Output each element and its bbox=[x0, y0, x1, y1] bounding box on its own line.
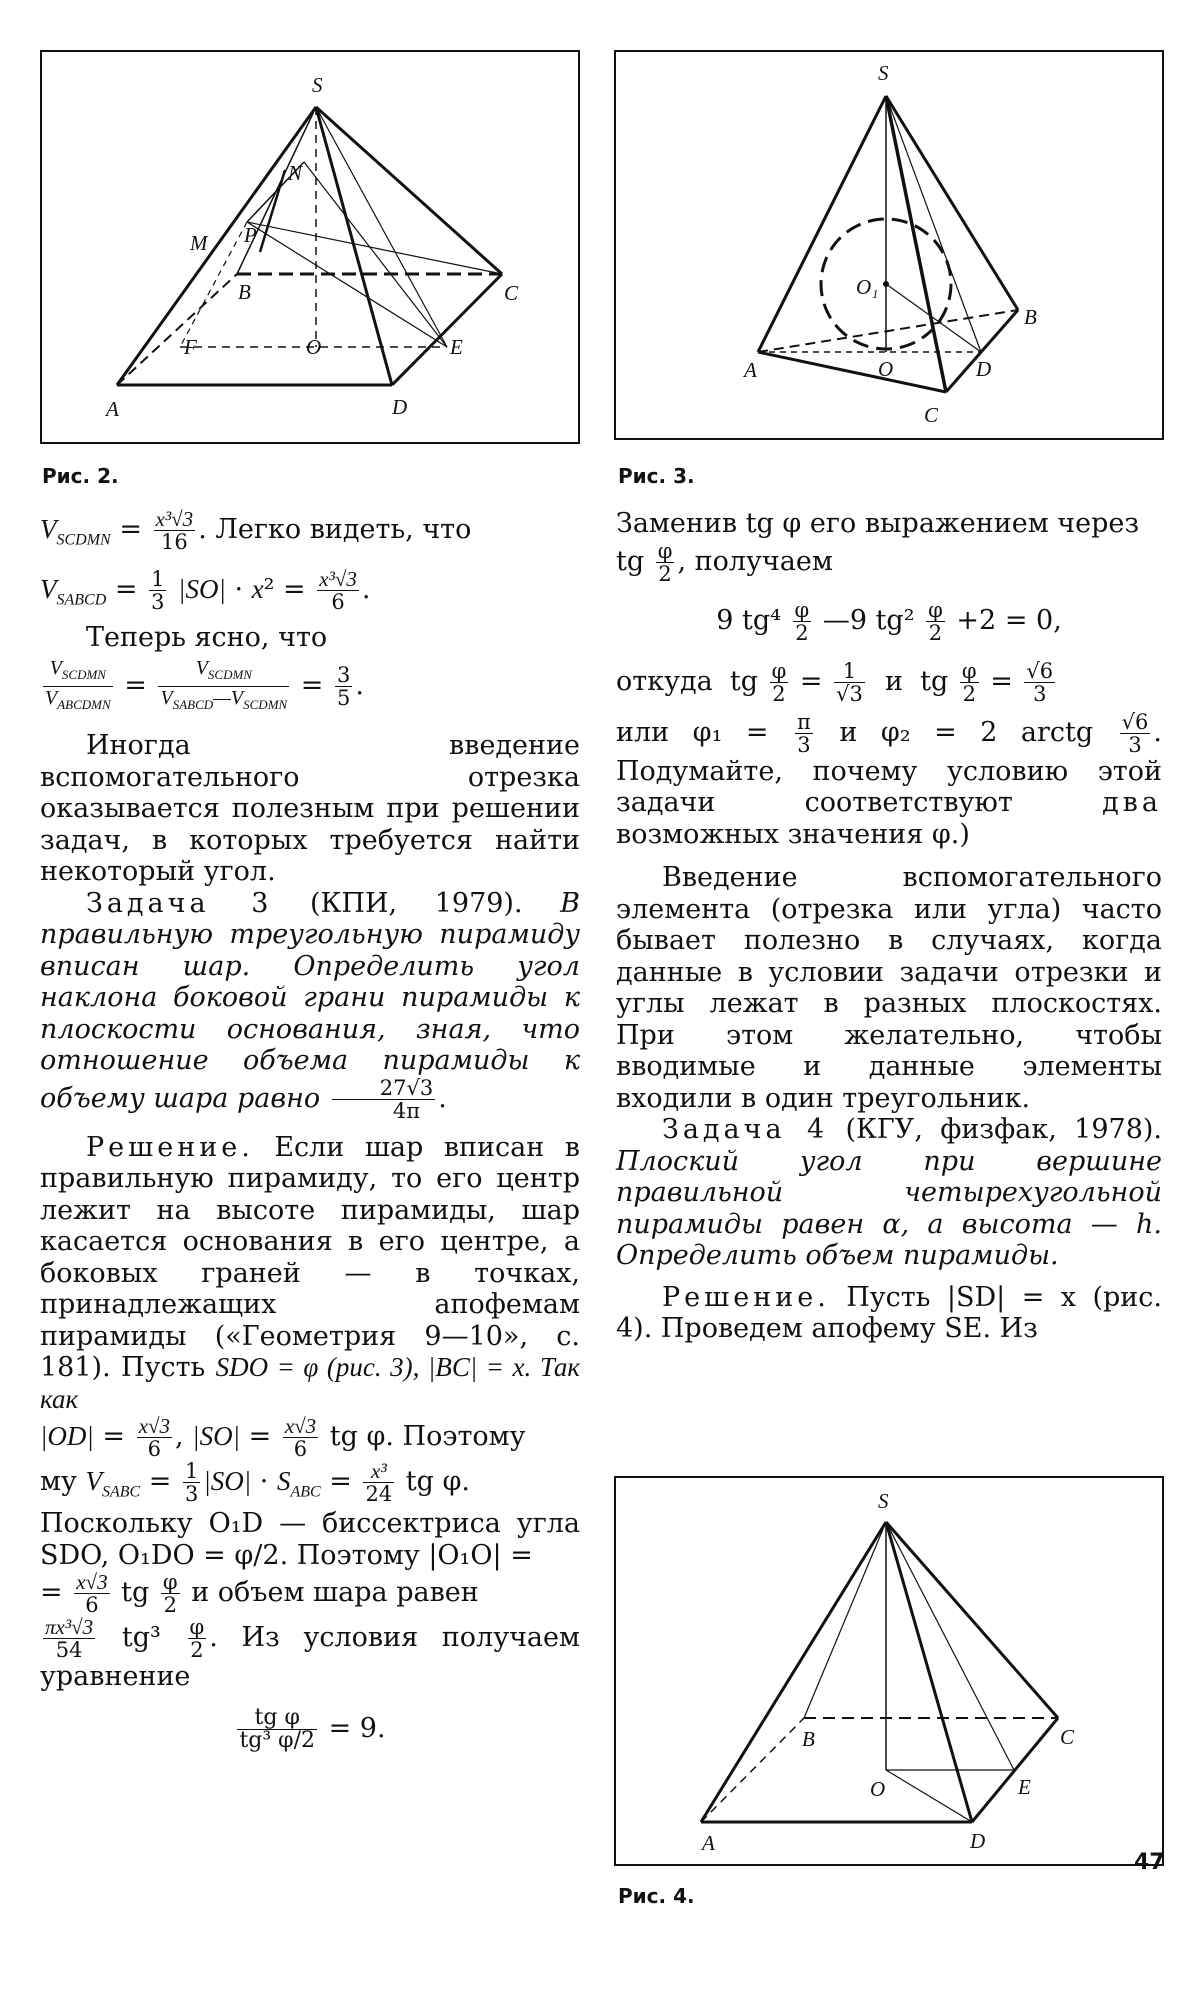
text-sdo: SDO = φ (рис. 3), |BC| = x. Так как bbox=[40, 1352, 580, 1414]
fig2-label-O: O bbox=[306, 335, 322, 359]
fig3-label-D: D bbox=[976, 357, 992, 381]
figure-4-caption: Рис. 4. bbox=[618, 1884, 695, 1908]
text-think: . Подумайте, почему условию этой задачи соответствуют bbox=[616, 716, 1162, 818]
figure-2 bbox=[40, 50, 580, 444]
text-possible-values: возможных значения φ.) bbox=[616, 818, 970, 850]
task4-heading: Задача 4 bbox=[662, 1114, 829, 1145]
fig2-label-C: C bbox=[504, 281, 519, 305]
fig2-label-E: E bbox=[450, 335, 463, 359]
text-two: два bbox=[1102, 787, 1162, 818]
equation-equals-nine: = 9. bbox=[328, 1712, 386, 1744]
text-replacing-tg: Заменив tg φ его выражением через bbox=[616, 508, 1140, 539]
task3-statement: В правильную треугольную пирамиду вписан шар. Определить угол наклона боковой грани пирамиды к плоскости основания, зная, что отношение объема пирамиды к объему шара равно bbox=[40, 887, 580, 1114]
fig3-label-O: O bbox=[878, 357, 894, 381]
solution3-text: Если шар вписан в правильную пирамиду, то его центр лежит на высоте пирамиды, шар касается основания в его центре, а боковых граней — в точках, принадлежащих апофемам пирамиды («Геометрия 9—10», с. 181). Пусть bbox=[40, 1131, 580, 1384]
task3-heading: Задача 3 bbox=[86, 887, 273, 919]
task4-statement: Плоский угол при вершине правильной четырехугольной пирамиды равен α, а высота — h. Определить объем пирамиды. bbox=[616, 1145, 1162, 1271]
figure-4 bbox=[614, 1476, 1164, 1866]
fig4-label-E: E bbox=[1018, 1775, 1031, 1799]
text-since-bisector: Поскольку O₁D — биссектриса угла SDO, O₁DO = φ/2. Поэтому |O₁O| = bbox=[40, 1508, 580, 1571]
equation-main: = 0, bbox=[1004, 604, 1062, 636]
fig4-label-D: D bbox=[970, 1829, 986, 1853]
solution3-heading: Решение. bbox=[86, 1131, 254, 1163]
figure-4-drawing bbox=[616, 1478, 1162, 1864]
figure-3-caption: Рис. 3. bbox=[618, 464, 695, 488]
text-from-condition: . Из условия получаем уравнение bbox=[40, 1622, 581, 1693]
paragraph-auxiliary-element: Введение вспомогательного элемента (отрезка или угла) часто бывает полезно в случаях, когда данные в условии задачи отрезки и углы лежат в разных плоскостях. При этом желательно, чтобы вводимые и данные элементы входили в один треугольник. bbox=[616, 862, 1162, 1114]
fig2-label-S: S bbox=[312, 73, 323, 97]
fig3-label-A: A bbox=[744, 358, 757, 382]
fig4-label-S: S bbox=[878, 1489, 889, 1513]
right-column: Заменив tg φ его выражением через tg $\frac{\varphi}{2}$ , получаем 9 tg⁴ $\frac{\varphi}{2}$ —9 tg² $\frac{\varphi}{2}$ +2 = 0, откуда tg $\frac{\varphi}{2}$ = $\frac{1}{√3}$ и tg $\frac{\varphi}{2}$ = $\frac{√6}{3}$ или φ₁ = $\frac{\pi}{3}$ и φ₂ = 2 arctg $\frac{√6}{3}$ . Подумайте, почему условию этой задачи соответствуют два возможных значения φ.) Введение вспомогательного элемента (отрезка или угла) часто бывает полезно в случаях, когда данные в условии задачи отрезки и углы лежат в разных плоскостях. При этом желательно, чтобы вводимые и данные элементы входили в один треугольник. Задача 4 (КГУ, физфак, 1978). Плоский угол при вершине правильной четырехугольной пирамиды равен α, а высота — h. Определить объем пирамиды. Решение. Пусть |SD| = x (рис. 4). Проведем апофему SE. Из bbox=[616, 508, 1162, 1344]
paragraph-auxiliary-segment: Иногда введение вспомогательного отрезка оказывается полезным при решении задач, в которых требуется найти некоторый угол. bbox=[40, 730, 580, 888]
fig4-label-A: A bbox=[702, 1831, 715, 1855]
fig2-label-P: P bbox=[244, 223, 257, 247]
fig2-label-B: B bbox=[238, 280, 251, 304]
text-now-clear: Теперь ясно, что bbox=[86, 621, 328, 653]
figure-2-caption: Рис. 2. bbox=[42, 464, 119, 488]
text-or: или bbox=[616, 716, 670, 748]
solution4-text: Пусть |SD| = x (рис. 4). Проведем апофему SE. Из bbox=[616, 1281, 1162, 1344]
solution4-heading: Решение. bbox=[662, 1281, 830, 1313]
text-we-get: , получаем bbox=[677, 545, 833, 577]
text-so-line-end: tg φ. Поэтому bbox=[329, 1421, 526, 1453]
left-column: $V_{SCDMN}$ = $\frac{\text{x³√3}}{16}$ . Легко видеть, что $V_{SABCD}$ = $\frac{1}{3}$ |SO| · x² = $\frac{\text{x³√3}}{6}$ . Теперь ясно, что $\frac{V_{SCDMN}}{V_{ABCDMN}}$ = $\frac{V_{SCDMN}}{V_{SABCD}—V_{SCDMN}}$ = $\frac{3}{5}$ . Иногда введение вспомогательного отрезка оказывается полезным при решении задач, в которых требуется найти некоторый угол. Задача 3 (КПИ, 1979). В правильную треугольную пирамиду вписан шар. Определить угол наклона боковой грани пирамиды к плоскости основания, зная, что отношение объема пирамиды к объему шара равно $\frac{27√3}{4\pi}$ . Решение. Если шар вписан в правильную пирамиду, то его центр лежит на высоте пирамиды, шар касается основания в его центре, а боковых граней — в точках, принадлежащих апофемам пирамиды («Геометрия 9—10», с. 181). Пусть SDO = φ (рис. 3), |BC| = x. Так как |OD| = $\frac{x√3}{6}$ , |SO| = $\frac{x√3}{6}$ tg φ. Поэтому му $V_{SABC}$ = $\frac{1}{3}$ $|SO| \cdot S_{ABC}$ = $\frac{\text{x³}}{24}$ tg φ. Поскольку O₁D — биссектриса угла SDO, O₁DO = φ/2. Поэтому |O₁O| = = $\frac{x√3}{6}$ tg $\frac{\varphi}{2}$ и объем шара равен $\frac{\text{πx³√3}}{54}$ tg³ $\frac{\varphi}{2}$ . Из условия получаем уравнение $\frac{\text{tg φ}}{\text{tg³ φ/2}}$ = 9. bbox=[40, 507, 581, 1753]
fig2-label-N: N bbox=[288, 161, 303, 185]
text-and: и bbox=[885, 665, 904, 697]
page-number: 47 bbox=[1134, 1850, 1165, 1875]
fig2-label-F: F bbox=[184, 335, 197, 359]
fig3-label-C: C bbox=[924, 403, 939, 427]
fig4-label-C: C bbox=[1060, 1725, 1075, 1749]
fig2-label-A: A bbox=[106, 397, 119, 421]
fig4-label-O: O bbox=[870, 1777, 886, 1801]
figure-2-drawing bbox=[42, 52, 578, 442]
fig3-label-O1: O₁ bbox=[856, 275, 879, 299]
text-ball-volume: и объем шара равен bbox=[191, 1577, 479, 1609]
fig3-label-S: S bbox=[878, 61, 889, 85]
text-easy-to-see: . Легко видеть, что bbox=[198, 514, 472, 545]
fig3-label-B: B bbox=[1024, 305, 1037, 329]
task3-source: (КПИ, 1979). bbox=[272, 887, 561, 919]
fig2-label-D: D bbox=[392, 395, 408, 419]
text-whence: откуда bbox=[616, 665, 713, 697]
fig4-label-B: B bbox=[802, 1727, 815, 1751]
fig2-label-M: M bbox=[190, 231, 208, 255]
task4-source: (КГУ, физфак, 1978). bbox=[828, 1114, 1162, 1145]
figure-3 bbox=[614, 50, 1164, 440]
figure-3-drawing bbox=[616, 52, 1162, 438]
